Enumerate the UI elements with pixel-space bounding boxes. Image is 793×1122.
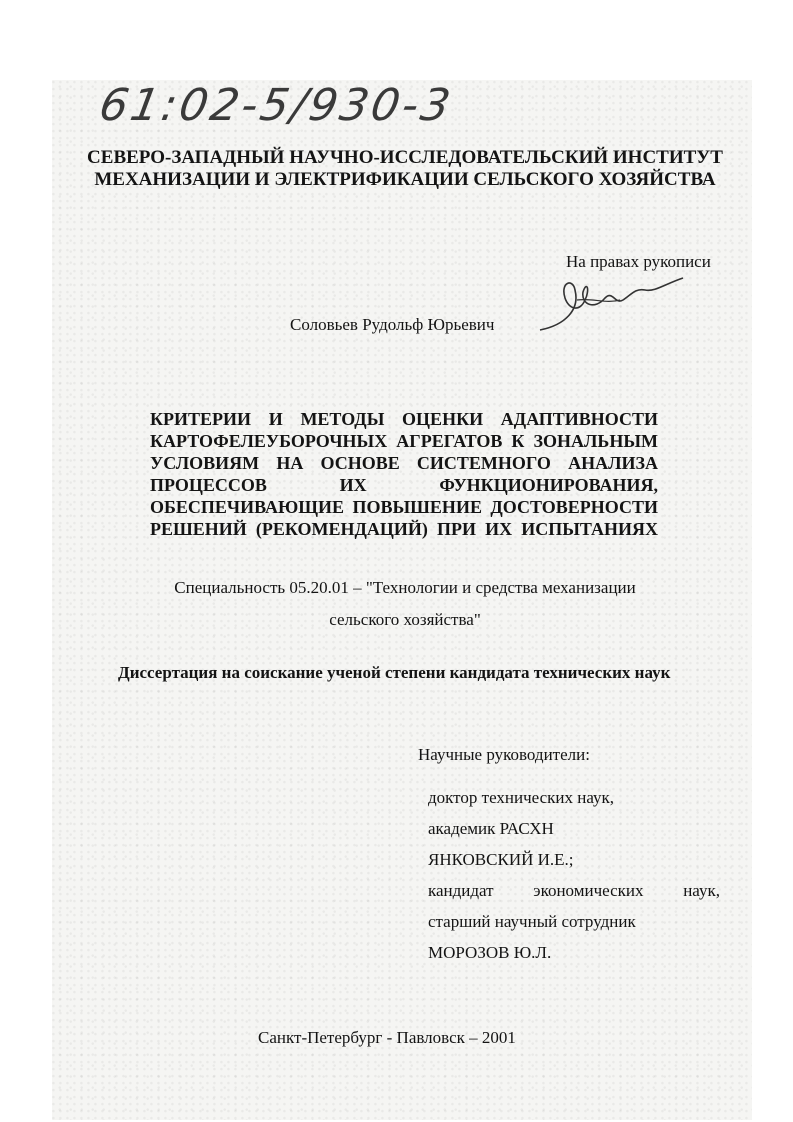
specialty	[140, 572, 670, 636]
advisor-line: академик РАСХН	[428, 819, 554, 838]
advisor-line: МОРОЗОВ Ю.Л.	[428, 943, 552, 962]
title-line: РЕШЕНИЙ (РЕКОМЕНДАЦИЙ) ПРИ ИХ ИСПЫТАНИЯХ	[150, 519, 658, 539]
advisor-line: доктор технических наук,	[428, 788, 615, 807]
institute-line: СЕВЕРО-ЗАПАДНЫЙ НАУЧНО-ИССЛЕДОВАТЕЛЬСКИЙ ИНСТИТУТ	[87, 147, 723, 168]
manuscript-rights: На правах рукописи	[566, 252, 711, 271]
title-line: КАРТОФЕЛЕУБОРОЧНЫХ АГРЕГАТОВ К ЗОНАЛЬНЫМ	[150, 431, 658, 451]
advisors-list	[428, 782, 720, 968]
dissertation-title	[150, 408, 658, 540]
title-line: УСЛОВИЯМ НА ОСНОВЕ СИСТЕМНОГО АНАЛИЗА	[150, 453, 658, 473]
advisors-heading: Научные руководители:	[418, 745, 590, 764]
place-year: Санкт-Петербург - Павловск – 2001	[258, 1028, 516, 1047]
advisor-line: ЯНКОВСКИЙ И.Е.;	[428, 850, 574, 869]
institute-name	[80, 147, 730, 191]
signature-icon	[535, 270, 685, 340]
title-line: ОБЕСПЕЧИВАЮЩИЕ ПОВЫШЕНИЕ ДОСТОВЕРНОСТИ	[150, 497, 658, 517]
title-line: КРИТЕРИИ И МЕТОДЫ ОЦЕНКИ АДАПТИВНОСТИ	[150, 409, 658, 429]
dissertation-degree: Диссертация на соискание ученой степени кандидата технических наук	[118, 663, 671, 682]
advisor-line: старший научный сотрудник	[428, 912, 636, 931]
author-name: Соловьев Рудольф Юрьевич	[290, 315, 495, 334]
specialty-line: сельского хозяйства"	[329, 610, 481, 629]
title-line: ПРОЦЕССОВ ИХ ФУНКЦИОНИРОВАНИЯ,	[150, 475, 658, 495]
archive-number: 61:02-5/930-3	[95, 80, 457, 131]
advisor-line: кандидат экономических наук,	[428, 881, 720, 900]
institute-line: МЕХАНИЗАЦИИ И ЭЛЕКТРИФИКАЦИИ СЕЛЬСКОГО ХОЗЯЙСТВА	[94, 169, 716, 190]
specialty-line: Специальность 05.20.01 – "Технологии и средства механизации	[174, 578, 636, 597]
